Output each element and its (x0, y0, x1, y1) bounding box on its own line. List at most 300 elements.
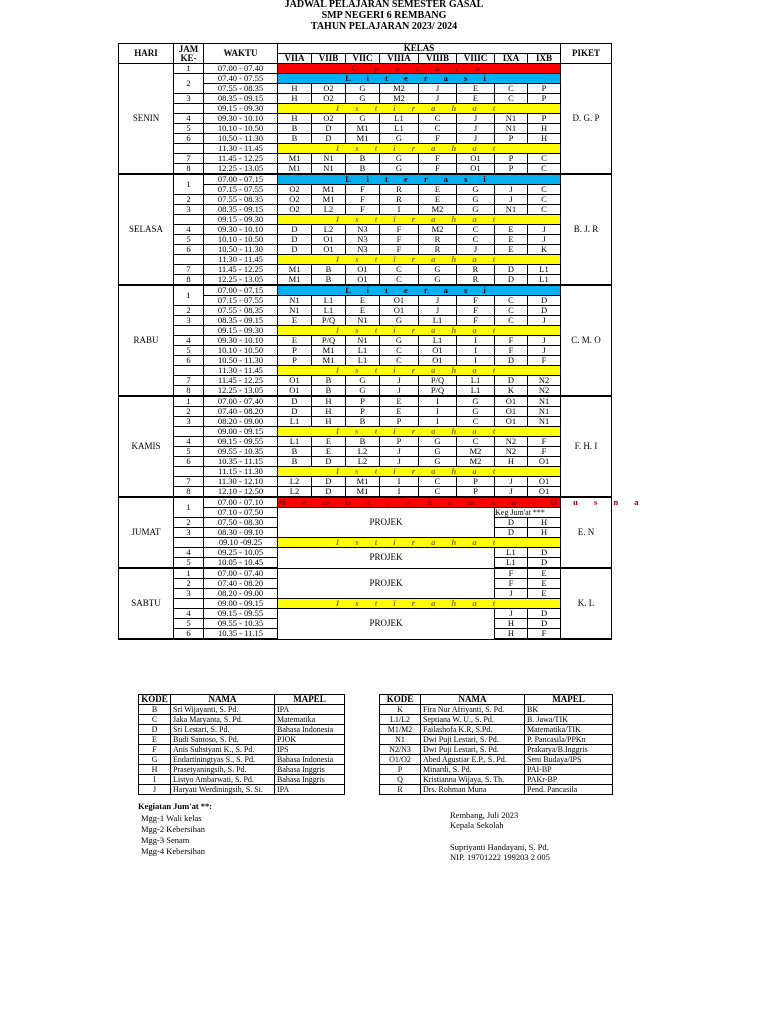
class-cell: N1 (528, 396, 561, 407)
legend-name: Listyo Ambarwati, S. Pd. (171, 775, 275, 785)
class-cell: G (380, 134, 419, 144)
class-cell: G (419, 275, 457, 286)
class-cell: M1 (346, 124, 380, 134)
schedule-row (119, 164, 612, 175)
class-cell: F (495, 346, 528, 356)
time-cell: 08.20 - 09.00 (204, 417, 278, 427)
title-line-3: TAHUN PELAJARAN 2023/ 2024 (310, 21, 458, 32)
class-cell: H (278, 84, 312, 94)
class-cell: N1 (346, 316, 380, 326)
time-cell: 12.25 - 13.05 (204, 275, 278, 286)
time-cell: 11.45 - 12.25 (204, 265, 278, 275)
time-cell: 10.35 - 11.15 (204, 457, 278, 467)
jam-cell: 8 (174, 386, 204, 397)
schedule-row (119, 457, 612, 467)
class-cell: H (528, 134, 561, 144)
time-cell: 09.00 - 09.15 (204, 599, 278, 609)
class-cell: L1 (495, 548, 528, 558)
class-cell: O1 (457, 154, 495, 164)
class-cell: P (380, 437, 419, 447)
legend-row (380, 745, 613, 755)
schedule-row (119, 477, 612, 487)
legend-code: G (139, 755, 171, 765)
legend-name: Sri Wijayanti, S. Pd. (171, 705, 275, 715)
class-cell: C (528, 205, 561, 215)
class-cell: L2 (346, 447, 380, 457)
class-cell: O1 (419, 356, 457, 366)
legend-row (380, 755, 613, 765)
class-cell: G (457, 195, 495, 205)
class-cell: O1 (495, 396, 528, 407)
class-cell: L1 (346, 346, 380, 356)
time-cell: 09.30 - 10.10 (204, 114, 278, 124)
class-cell: L1 (528, 265, 561, 275)
jam-cell-empty (174, 366, 204, 376)
jam-cell: 6 (174, 134, 204, 144)
projek-cell: PROJEK (278, 548, 495, 569)
schedule-row (119, 568, 612, 579)
class-cell: C (495, 94, 528, 104)
legend-row (139, 715, 345, 725)
class-cell: D (528, 548, 561, 558)
band-yellow: I s t i r a h a t (278, 467, 561, 477)
jam-cell: 1 (174, 64, 204, 74)
class-cell: C (457, 437, 495, 447)
jam-cell: 8 (174, 164, 204, 175)
class-cell: P/Q (312, 336, 346, 346)
class-cell: P (278, 346, 312, 356)
class-cell: F (419, 164, 457, 175)
legend-name: Abed Agustiar E.P., S. Pd. (421, 755, 525, 765)
jam-cell: 3 (174, 316, 204, 326)
class-cell: O1 (312, 235, 346, 245)
class-cell: D (495, 528, 528, 538)
class-cell: F (495, 579, 528, 589)
class-cell: F (495, 336, 528, 346)
class-cell: D (528, 558, 561, 569)
class-cell: D (528, 306, 561, 316)
class-cell: D (278, 225, 312, 235)
class-cell: O2 (278, 195, 312, 205)
class-cell: C (419, 114, 457, 124)
class-cell: O1 (495, 417, 528, 427)
jam-cell: 4 (174, 548, 204, 558)
class-cell: H (495, 619, 528, 629)
class-cell: H (312, 396, 346, 407)
class-cell: C (528, 164, 561, 175)
class-cell: E (495, 225, 528, 235)
jam-cell: 4 (174, 609, 204, 619)
band-blue: L i t e r a s i (278, 174, 561, 185)
class-cell: P (495, 134, 528, 144)
class-cell: M1 (346, 477, 380, 487)
jam-cell: 5 (174, 447, 204, 457)
class-cell: N1 (495, 114, 528, 124)
class-cell: G (346, 386, 380, 397)
schedule-row (119, 538, 612, 548)
class-cell: O1 (528, 457, 561, 467)
class-cell: L2 (312, 225, 346, 235)
class-cell: G (419, 265, 457, 275)
time-cell: 10.10 - 10.50 (204, 235, 278, 245)
class-cell: H (312, 417, 346, 427)
time-cell: 08.35 - 09.15 (204, 94, 278, 104)
class-cell: I (380, 477, 419, 487)
schedule-row (119, 609, 612, 619)
class-cell: C (495, 316, 528, 326)
class-cell: D (278, 407, 312, 417)
schedule-row (119, 326, 612, 336)
class-cell: E (278, 336, 312, 346)
class-cell: P (457, 477, 495, 487)
jam-cell-empty (174, 104, 204, 114)
schedule-row (119, 215, 612, 225)
legend-subject: Prakarya/B.Inggris (525, 745, 613, 755)
class-cell: N2 (495, 447, 528, 457)
class-cell: G (457, 185, 495, 195)
class-cell: J (419, 306, 457, 316)
class-cell: O1 (312, 245, 346, 255)
class-cell: E (495, 235, 528, 245)
class-cell: J (457, 124, 495, 134)
class-cell: N1 (312, 154, 346, 164)
band-blue: L i t e r a s i (278, 285, 561, 296)
time-cell: 09.15 - 09.30 (204, 104, 278, 114)
jam-cell-empty (174, 215, 204, 225)
class-cell: N3 (346, 245, 380, 255)
class-cell: B (312, 275, 346, 286)
jam-cell: 1 (174, 396, 204, 407)
class-cell: L1 (278, 417, 312, 427)
class-cell: J (380, 386, 419, 397)
time-cell: 07.40 - 08.20 (204, 579, 278, 589)
schedule-row (119, 548, 612, 558)
legend-row (139, 735, 345, 745)
jam-cell-empty (174, 255, 204, 265)
jam-cell: 7 (174, 477, 204, 487)
legend-header: MAPEL (525, 695, 613, 705)
class-cell: C (528, 154, 561, 164)
schedule-row (119, 114, 612, 124)
schedule-row (119, 497, 612, 508)
schedule-row (119, 346, 612, 356)
class-cell: L2 (278, 477, 312, 487)
time-cell: 09.30 - 10.10 (204, 336, 278, 346)
schedule-row (119, 174, 612, 185)
class-cell: M1 (346, 134, 380, 144)
time-cell: 07.00 - 07.15 (204, 174, 278, 185)
class-cell: N1 (346, 336, 380, 346)
time-cell: 08.35 - 09.15 (204, 205, 278, 215)
legend-code: B (139, 705, 171, 715)
time-cell: 09.15 - 09.55 (204, 609, 278, 619)
legend-name: Minardi, S. Pd. (421, 765, 525, 775)
legend-name: Sri Lestari, S. Pd. (171, 725, 275, 735)
class-cell: O2 (312, 114, 346, 124)
class-cell: L1 (419, 316, 457, 326)
class-cell: P (346, 407, 380, 417)
class-cell: D (495, 518, 528, 528)
class-cell: F (528, 356, 561, 366)
class-cell: N1 (278, 296, 312, 306)
class-cell: N1 (312, 164, 346, 175)
jam-cell: 1 (174, 174, 204, 195)
kegiatan-item: Mgg-1 Wali kelas (141, 813, 202, 823)
time-cell: 09.15 - 09.30 (204, 326, 278, 336)
class-cell: J (528, 225, 561, 235)
class-cell: M1 (312, 356, 346, 366)
class-cell: E (346, 306, 380, 316)
time-cell: 12.10 - 12.50 (204, 487, 278, 498)
legend-row (380, 735, 613, 745)
class-cell: B (312, 386, 346, 397)
class-cell: C (495, 84, 528, 94)
kegiatan-list (141, 813, 205, 857)
legend-code: E (139, 735, 171, 745)
legend-subject: Bahasa Indonesia (275, 755, 345, 765)
schedule-row (119, 245, 612, 255)
class-cell: N1 (278, 306, 312, 316)
class-cell: G (457, 396, 495, 407)
class-cell: M1 (278, 265, 312, 275)
legend-code: H (139, 765, 171, 775)
class-cell: C (457, 417, 495, 427)
legend-name: Jaka Maryanta, S. Pd. (171, 715, 275, 725)
jam-cell: 6 (174, 629, 204, 640)
header-piket: PIKET (561, 44, 612, 64)
class-cell: H (278, 94, 312, 104)
schedule-row (119, 265, 612, 275)
class-cell: P/Q (419, 376, 457, 386)
jam-cell-empty (174, 599, 204, 609)
legend-row (139, 705, 345, 715)
legend-code: C (139, 715, 171, 725)
band-yellow: I s t i r a h a t (278, 366, 561, 376)
time-cell: 10.10 - 10.50 (204, 346, 278, 356)
legend-code: D (139, 725, 171, 735)
jam-cell: 6 (174, 356, 204, 366)
schedule-row (119, 599, 612, 609)
class-header-viiib: VIIIB (419, 54, 457, 64)
class-cell: P/Q (312, 316, 346, 326)
class-cell: J (380, 376, 419, 386)
time-cell: 09.25 - 10.05 (204, 548, 278, 558)
class-cell: E (457, 94, 495, 104)
class-cell: I (457, 336, 495, 346)
day-name: SENIN (119, 64, 174, 175)
schedule-row (119, 427, 612, 437)
projek-cell: PROJEK (278, 609, 495, 640)
time-cell: 07.15 - 07.55 (204, 296, 278, 306)
time-cell: 07.55 - 08.35 (204, 84, 278, 94)
class-cell: H (495, 629, 528, 640)
legend-code: K (380, 705, 421, 715)
class-cell: J (457, 134, 495, 144)
legend-row (380, 775, 613, 785)
class-cell: E (312, 437, 346, 447)
class-cell: D (312, 477, 346, 487)
day-name: JUMAT (119, 497, 174, 568)
time-cell: 10.50 - 11.30 (204, 134, 278, 144)
class-cell: O2 (312, 94, 346, 104)
class-cell: L1 (312, 296, 346, 306)
time-cell: 09.15 - 09.55 (204, 437, 278, 447)
class-cell: B (346, 164, 380, 175)
class-cell: J (528, 346, 561, 356)
class-cell: E (380, 396, 419, 407)
schedule-row (119, 275, 612, 286)
kegiatan-item: Mgg-2 Kebersihan (141, 824, 205, 834)
time-cell: 09.55 - 10.35 (204, 447, 278, 457)
legend-code: N1 (380, 735, 421, 745)
class-cell: F (528, 629, 561, 640)
jam-cell: 7 (174, 376, 204, 386)
class-cell: F (419, 154, 457, 164)
class-cell: O2 (278, 205, 312, 215)
band-yellow: I s t i r a h a t (278, 538, 561, 548)
legend-code: F (139, 745, 171, 755)
legend-name: Failashofa K.R, S.Pd. (421, 725, 525, 735)
schedule-row (119, 417, 612, 427)
class-cell: J (528, 336, 561, 346)
class-cell: D (495, 356, 528, 366)
jam-cell-empty (174, 467, 204, 477)
projek-cell: PROJEK (278, 568, 495, 599)
piket-cell: E. N (561, 497, 612, 568)
jam-cell: 7 (174, 154, 204, 164)
jam-cell: 6 (174, 245, 204, 255)
time-cell: 07.00 - 07.40 (204, 568, 278, 579)
jam-cell: 7 (174, 265, 204, 275)
signature-name: Supriyanti Handayani, S. Pd. (450, 842, 549, 852)
class-cell: J (380, 457, 419, 467)
class-header-viiia: VIIIA (380, 54, 419, 64)
class-cell: F (528, 447, 561, 457)
day-name: SABTU (119, 568, 174, 639)
legend-header: MAPEL (275, 695, 345, 705)
jam-cell: 5 (174, 346, 204, 356)
class-cell: O2 (312, 84, 346, 94)
jam-cell: 6 (174, 457, 204, 467)
class-cell: R (457, 275, 495, 286)
jam-cell: 2 (174, 518, 204, 528)
class-cell: I (457, 346, 495, 356)
time-cell: 07.00 - 07.10 (204, 497, 278, 508)
time-cell: 11.30 - 11.45 (204, 144, 278, 154)
class-cell: F (346, 205, 380, 215)
day-name: RABU (119, 285, 174, 396)
class-cell: C (380, 275, 419, 286)
class-cell: F (346, 195, 380, 205)
class-cell: E (528, 568, 561, 579)
legend-subject: Seni Budaya/IPS (525, 755, 613, 765)
class-cell: F (528, 437, 561, 447)
time-cell: 11.15 - 11.30 (204, 467, 278, 477)
legend-subject: IPS (275, 745, 345, 755)
class-cell: D (495, 275, 528, 286)
class-cell: N2 (528, 376, 561, 386)
time-cell: 07.40 - 07.55 (204, 74, 278, 84)
legend-code: N2/N3 (380, 745, 421, 755)
class-cell: L1 (495, 558, 528, 569)
legend-name: Endartiningtyas S., S. Pd. (171, 755, 275, 765)
piket-cell: C. M. O (561, 285, 612, 396)
class-cell: P (380, 417, 419, 427)
class-cell: M1 (278, 154, 312, 164)
schedule-row (119, 376, 612, 386)
legend-subject: IPA (275, 785, 345, 795)
jam-cell: 1 (174, 285, 204, 306)
legend-code: I (139, 775, 171, 785)
schedule-row (119, 316, 612, 326)
class-cell: E (346, 296, 380, 306)
jam-cell-empty (174, 144, 204, 154)
time-cell: 07.40 - 08.20 (204, 407, 278, 417)
class-cell: N2 (528, 386, 561, 397)
legend-subject: B. Jawa/TIK (525, 715, 613, 725)
class-cell: G (380, 336, 419, 346)
band-yellow: I s t i r a h a t (278, 255, 561, 265)
jam-cell: 4 (174, 225, 204, 235)
class-cell: O2 (278, 185, 312, 195)
class-cell: F (380, 245, 419, 255)
class-cell: D (312, 487, 346, 498)
legend-name: Budi Santoso, S. Pd. (171, 735, 275, 745)
time-cell: 12.25 - 13.05 (204, 386, 278, 397)
legend-subject: Pend. Pancasila (525, 785, 613, 795)
class-cell: J (528, 316, 561, 326)
class-cell: P (457, 487, 495, 498)
legend-row (139, 755, 345, 765)
class-cell: I (457, 356, 495, 366)
class-cell: F (457, 296, 495, 306)
time-cell: 09.10 -09.25 (204, 538, 278, 548)
class-cell: O1 (419, 346, 457, 356)
class-cell: M2 (457, 457, 495, 467)
projek-cell: PROJEK (278, 508, 495, 538)
signature-place-date: Rembang, Juli 2023 (450, 810, 519, 820)
schedule-row (119, 255, 612, 265)
legend-row (380, 715, 613, 725)
class-cell: D (528, 296, 561, 306)
jam-cell: 5 (174, 619, 204, 629)
class-cell: I (419, 396, 457, 407)
class-cell: L1 (380, 124, 419, 134)
jam-cell: 2 (174, 195, 204, 205)
class-cell: C (380, 265, 419, 275)
class-cell: P (528, 94, 561, 104)
class-cell: C (457, 225, 495, 235)
class-header-ixb: IXB (528, 54, 561, 64)
class-cell: B (346, 417, 380, 427)
legend-subject: PJOK (275, 735, 345, 745)
time-cell: 07.00 - 07.15 (204, 285, 278, 296)
class-cell: L1 (312, 306, 346, 316)
header-waktu: WAKTU (204, 44, 278, 64)
class-cell: O1 (457, 164, 495, 175)
schedule-row (119, 447, 612, 457)
legend-table-left (138, 694, 345, 795)
schedule-row (119, 205, 612, 215)
schedule-row (119, 134, 612, 144)
legend-name: Septiana W. U., S. Pd. (421, 715, 525, 725)
band-yellow: I s t i r a h a t (278, 326, 561, 336)
day-name: KAMIS (119, 396, 174, 497)
schedule-row (119, 154, 612, 164)
class-cell: L1 (419, 336, 457, 346)
class-cell: J (528, 235, 561, 245)
class-cell: J (380, 447, 419, 457)
